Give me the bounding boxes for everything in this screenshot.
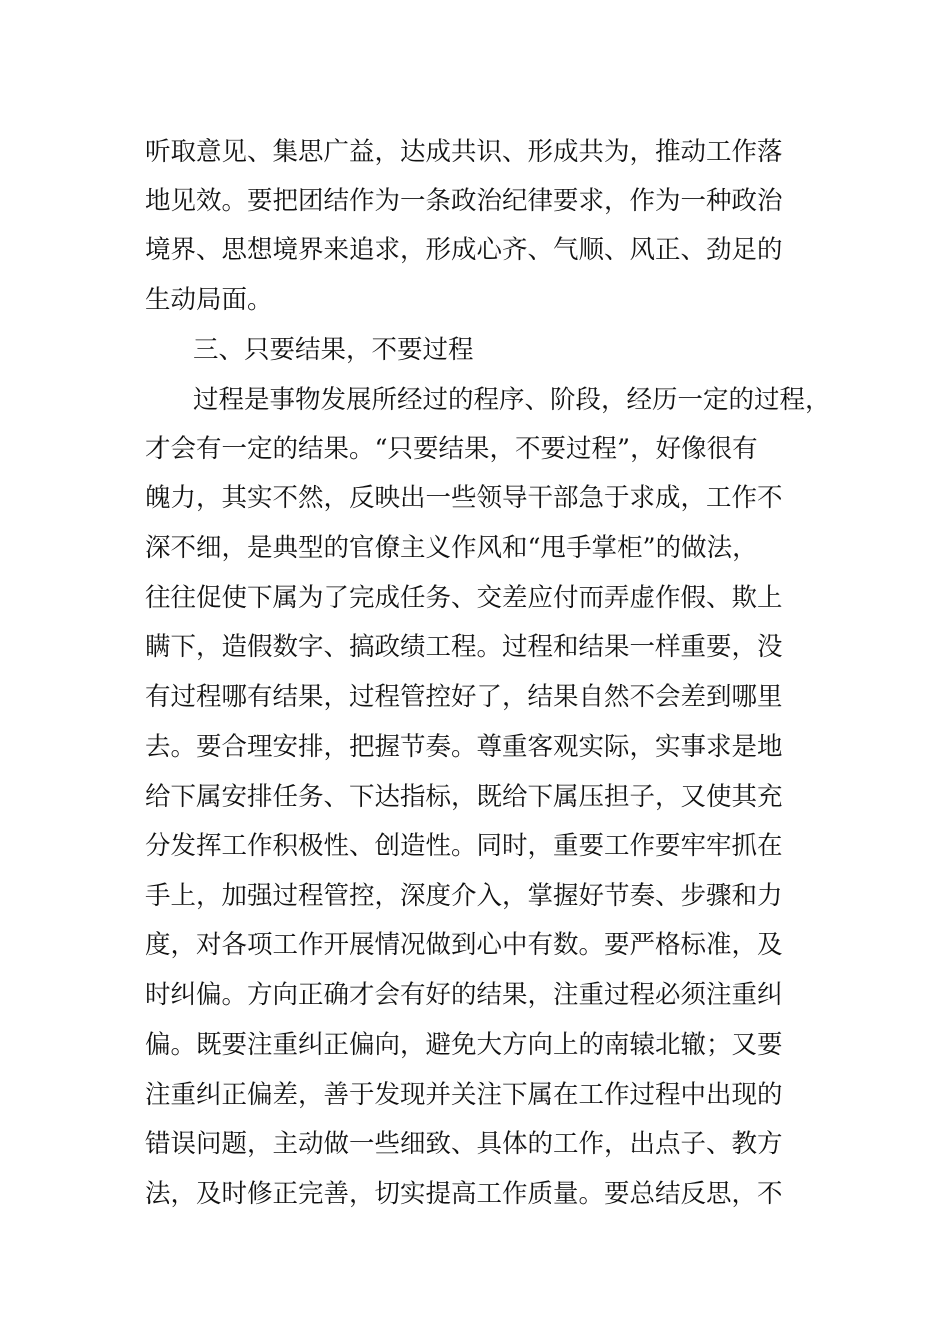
body-text-line: 地见效。要把团结作为一条政治纪律要求，作为一种政治 <box>145 186 783 216</box>
body-text-line: 法，及时修正完善，切实提高工作质量。要总结反思，不 <box>145 1179 783 1209</box>
body-text-line: 偏。既要注重纠正偏向，避免大方向上的南辕北辙；又要 <box>145 1030 783 1060</box>
body-text-line: 度，对各项工作开展情况做到心中有数。要严格标准，及 <box>145 930 783 960</box>
paragraph-first-line: 过程是事物发展所经过的程序、阶段，经历一定的过程， <box>193 385 831 415</box>
body-text-line: 深不细，是典型的官僚主义作风和“甩手掌柜”的做法， <box>145 533 758 563</box>
body-text-line: 听取意见、集思广益，达成共识、形成共为，推动工作落 <box>145 137 783 167</box>
body-text-line: 境界、思想境界来追求，形成心齐、气顺、风正、劲足的 <box>145 235 783 265</box>
body-text-line: 生动局面。 <box>145 285 273 315</box>
body-text-line: 去。要合理安排，把握节奏。尊重客观实际，实事求是地 <box>145 732 783 762</box>
body-text-line: 时纠偏。方向正确才会有好的结果，注重过程必须注重纠 <box>145 980 783 1010</box>
body-text-line: 分发挥工作积极性、创造性。同时，重要工作要牢牢抓在 <box>145 831 783 861</box>
body-text-line: 魄力，其实不然，反映出一些领导干部急于求成，工作不 <box>145 483 783 513</box>
body-text-line: 往往促使下属为了完成任务、交差应付而弄虚作假、欺上 <box>145 583 783 613</box>
body-text-line: 瞒下，造假数字、搞政绩工程。过程和结果一样重要，没 <box>145 632 783 662</box>
body-text-line: 手上，加强过程管控，深度介入，掌握好节奏、步骤和力 <box>145 881 783 911</box>
section-heading: 三、只要结果，不要过程 <box>193 335 474 365</box>
body-text-line: 给下属安排任务、下达指标，既给下属压担子，又使其充 <box>145 782 783 812</box>
body-text-line: 错误问题，主动做一些细致、具体的工作，出点子、教方 <box>145 1129 783 1159</box>
body-text-line: 有过程哪有结果，过程管控好了，结果自然不会差到哪里 <box>145 682 783 712</box>
body-text-line: 才会有一定的结果。“只要结果，不要过程”，好像很有 <box>145 434 758 464</box>
body-text-line: 注重纠正偏差，善于发现并关注下属在工作过程中出现的 <box>145 1080 783 1110</box>
